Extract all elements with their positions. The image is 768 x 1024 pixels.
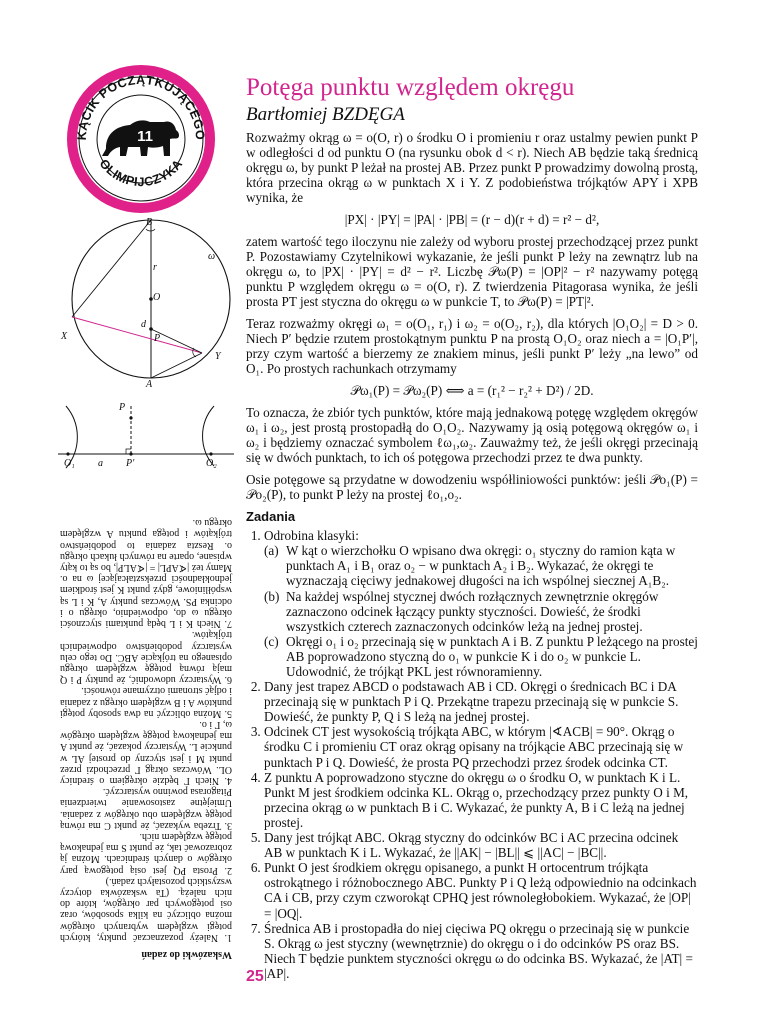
task-1 — [264, 528, 698, 679]
task-1a — [264, 543, 698, 588]
equation-2: 𝒫ω₁(P) = 𝒫ω₂(P) ⟺ a = (r₁² − r₂² + D²) / 2D. — [350, 383, 594, 399]
task-6: 6. Punkt O jest środkiem okręgu opisanego, a punkt H ortocentrum trójkąta ostrokątnego i różnobocznego ABC. Punkty P i Q leżą odpowiednio na odcinkach CA i CB, przy czym czworokąt CPHQ jest równoległobokiem. Wykazać, że |OP| = |OQ|. — [264, 860, 698, 920]
task-2: 2. Dany jest trapez ABCD o podstawach AB i CD. Okręgi o średnicach BC i DA przecinają się w punktach P i Q. Przekątne trapezu przecinają się w punkcie S. Dowieść, że punkty P, Q i S leżą na jednej prostej. — [264, 679, 698, 724]
intro-paragraph-2: zatem wartość tego iloczynu nie zależy od wyboru prostej przechodzącej przez punkt P. Pozostawiamy Czytelnikowi wykazanie, że jeśli punkt P leży na zewnątrz lub na okręgu ω, to |PX| · |PY| = d² − r². Liczbę 𝒫ω(P) = |OP|² − r² nazywamy potęgą punktu P względem okręgu ω = o(O, r). Z twierdzenia Pitagorasa wynika, że jeśli prosta PT jest styczna do okręgu ω w punkcie T, to 𝒫ω(P) = |PT|². — [246, 233, 698, 309]
badge-bottom-text: OLIMPIJCZYKA — [96, 156, 186, 190]
label-P2: P — [119, 402, 126, 413]
task-1c-text: Okręgi o₁ i o₂ przecinają się w punktach A i B. Z punktu P leżącego na prostej AB poprowadzono styczną do o₁ w punkcie K i do o₂ w punkcie L. Udowodnić, że trójkąt PKL jest równoramienny. — [286, 633, 698, 679]
label-B: B — [146, 217, 153, 228]
hint-6: 6. Wystarczy udowodnić, że punkty P i Q mają równą potęgę względem okręgu opisanego na trójkącie ABC. Do tego celu wystarczy podobieństwo odpowiednich trójkątów. — [60, 629, 232, 686]
intro-paragraph-1: Rozważmy okrąg ω = o(O, r) o środku O i promieniu r oraz ustalmy pewien punkt P w odległości d od punktu O (na rysunku obok d < r). Niech AB będzie taką średnicą okręgu ω, by punkt P leżał na prostej AB. Przez punkt P prowadzimy dowolną prostą, która przecina okrąg ω w punktach X i Y. Z podobieństwa trójkątów APY i XPB wynika, że — [246, 130, 698, 206]
hint-2: 2. Prosta PQ jest osią potęgową pary okręgów o danych średnicach. Można ją zobrazować tak, że punkt S ma jednakową potęgę względem nich. — [60, 830, 232, 876]
hint-1: 1. Należy pozaznaczać punkty, których potęgi względem wybranych okręgów można obliczyć na kilka sposobów, oraz osi potęgowych par okręgów, które do nich należą. (Ta wskazówka dotyczy wszystkich pozostałych zadań.) — [60, 875, 232, 943]
article-title: Potęga punktu względem okręgu — [246, 74, 575, 101]
badge-top-text: KĄCIK POCZĄTKUJĄCEGO — [74, 73, 208, 141]
task-1-subtasks — [264, 543, 698, 679]
tasks-heading: Zadania — [246, 509, 296, 525]
task-7: 7. Średnica AB i prostopadła do niej cięciwa PQ okręgu o przecinają się w punkcie S. Okrąg ω jest styczny (wewnętrznie) do okręgu o i do odcinków PS oraz BS. Niech T będzie punktem styczności okręgu ω do odcinka BS. Wykazać, że |AT| = |AP|. — [264, 921, 698, 981]
task-1c — [264, 634, 698, 679]
task-1b — [264, 589, 698, 634]
tasks-list — [246, 528, 698, 981]
hint-4: 4. Niech Γ będzie okręgiem o średnicy OL. Wówczas okrąg Γ przechodzi przez punkt M i jest styczny do prostej AL w punkcie L. Wystarczy pokazać, że punkt A ma jednakową potęgę względem okręgów ω, Γ i o. — [60, 718, 232, 786]
task-1a-text: W kąt o wierzchołku O wpisano dwa okręgi: o₁ styczny do ramion kąta w punktach A₁ i B₁ oraz o₂ − w punktach A₂ i B₂. Wykazać, że okręgi te wyznaczają cięciwy jednakowej długości na ich wspólnej siecznej A₁B₂. — [286, 543, 676, 589]
main-text — [246, 130, 698, 981]
figure-circle-chord — [56, 215, 236, 390]
label-d: d — [141, 319, 146, 330]
label-O1: O₁ — [64, 458, 75, 469]
task-4: 4. Z punktu A poprowadzono styczne do okręgu ω o środku O, w punktach K i L. Punkt M jest środkiem odcinka KL. Okrąg o, przechodzący przez punkty O i M, przecina okrąg ω w punktach B i C. Wykazać, że punkty A, B i C leżą na jednej prostej. — [264, 770, 698, 830]
label-X: X — [61, 331, 68, 342]
article-author: Bartłomiej BZDĘGA — [246, 104, 405, 125]
label-a: a — [98, 458, 103, 469]
task-5: 5. Dany jest trójkąt ABC. Okrąg styczny do odcinków BC i AC przecina odcinek AB w punktach K i L. Wykazać, że ||AK| − |BL|| ⩽ ||AC| − |BC||. — [264, 830, 698, 860]
badge-number: 11 — [137, 128, 153, 145]
label-O: O — [153, 292, 161, 303]
hints-heading: Wskazówki do zadań — [141, 949, 232, 960]
label-omega: ω — [208, 251, 216, 262]
hint-3: 3. Trzeba wykazać, że punkt C ma równą potęgę względem obu okręgów z zadania. Umiejętne zastosowanie twierdzenia Pitagorasa powinno wystarczyć. — [60, 786, 232, 831]
label-P: P — [154, 333, 161, 344]
label-Pprime: P' — [126, 458, 135, 469]
equation-1: |PX| · |PY| = |PA| · |PB| = (r − d)(r + d) = r² − d², — [344, 212, 600, 228]
task-1a-label: (a) — [264, 543, 279, 559]
label-A: A — [146, 379, 153, 390]
task-1-text: Odrobina klasyki: — [264, 528, 359, 544]
task-1b-label: (b) — [264, 588, 280, 604]
intro-paragraph-3: Teraz rozważmy okręgi ω₁ = o(O₁, r₁) i ω₂ = o(O₂, r₂), dla których |O₁O₂| = D > 0. Niech P′ będzie rzutem prostokątnym punktu P na prostą O₁O₂ oraz niech a = |O₁P′|, przy czym wartość a bierzemy ze znakiem minus, jeśli punkt P′ leży „na lewo” od O₁. Po prostych rachunkach otrzymamy — [246, 316, 698, 377]
kacik-badge-logo — [66, 64, 216, 214]
task-1b-text: Na każdej wspólnej stycznej dwóch rozłącznych zewnętrznie okręgów zaznaczono odcinek łączący punkty styczności. Dowieść, że środki wszystkich czterech zaznaczonych odcinków leżą na jednej prostej. — [286, 588, 659, 634]
figure-radical-axis — [56, 398, 236, 478]
label-Y: Y — [215, 351, 221, 362]
intro-paragraph-4: To oznacza, że zbiór tych punktów, które mają jednakową potęgę względem okręgów ω₁ i ω₂, jest prostą prostopadłą do O₁O₂. Nazywamy ją osią potęgową okręgów ω₁ i ω₂ i będziemy oznaczać symbolem ℓω₁,ω₂. Zauważmy też, że jeśli okręgi przecinają się w dwóch punktach, to ich oś potęgowa przechodzi przez te dwa punkty. — [246, 404, 698, 465]
hints-column — [60, 517, 232, 960]
intro-paragraph-5: Osie potęgowe są przydatne w dowodzeniu współliniowości punktów: jeśli 𝒫o₁(P) = 𝒫o₂(P), to punkt P leży na prostej ℓo₁,o₂. — [246, 471, 698, 502]
label-O2: O₂ — [206, 458, 217, 469]
task-1c-label: (c) — [264, 633, 279, 649]
task-3: 3. Odcinek CT jest wysokością trójkąta ABC, w którym |∢ACB| = 90°. Okrąg o środku C i promieniu CT oraz okrąg opisany na trójkącie ABC przecinają się w punktach P i Q. Dowieść, że prosta PQ przechodzi przez środek odcinka CT. — [264, 724, 698, 769]
page-number: 25 — [246, 968, 264, 985]
svg-text:OLIMPIJCZYKA — [97, 157, 186, 189]
hint-7: 7. Niech K i L będą punktami styczności okręgu ω do, odpowiednio, okręgu o i odcinka PS. Wówczas punkty A, K i L są współliniowe, gdyż punkt K jest środkiem jednokładności przekształcającej ω na o. Mamy też |∢APL| = |∢ALP|, bo są to kąty wpisane, oparte na równych łukach okręgu o. Reszta zadania to podobieństwo trójkątów i potęga punktu A względem okręgu ω. — [60, 517, 232, 630]
hint-5: 5. Można obliczyć na dwa sposoby potęgi punktów A i B względem okręgu z zadania i odjąć stronami otrzymane równości. — [60, 685, 232, 719]
label-r: r — [153, 262, 157, 273]
